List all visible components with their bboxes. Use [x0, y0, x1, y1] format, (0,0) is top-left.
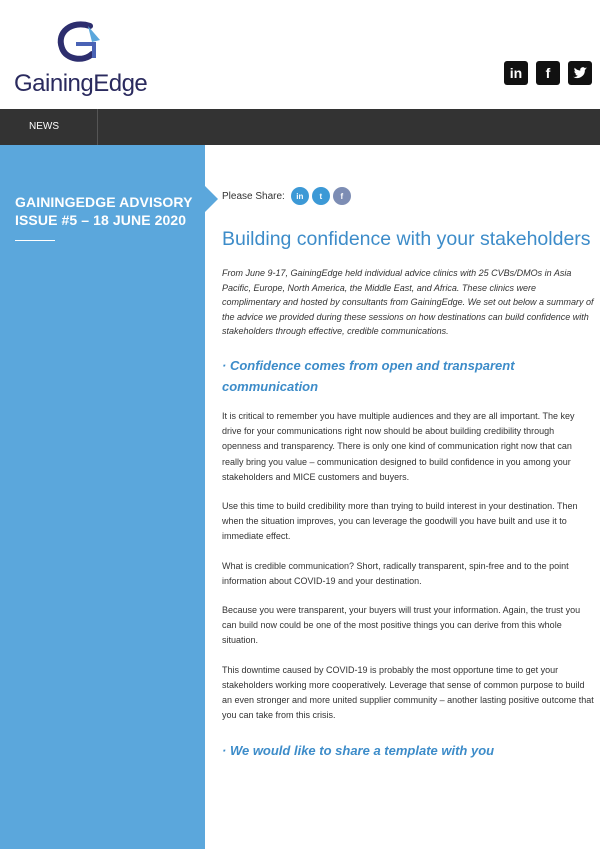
issue-divider — [15, 240, 55, 241]
article-intro: From June 9-17, GainingEdge held individual advice clinics with 25 CVBs/DMOs in Asia Pacific, Europe, North America, the Middle East, and Africa. These clinics were complimentary and hosted by consultants from GainingEdge. We set out below a summary of the advice we provided during these sessions on how destinations can build confidence with stakeholders through effective, credible communications. — [222, 268, 594, 337]
sidebar-pointer — [205, 186, 218, 212]
share-bar — [222, 185, 594, 207]
gainingedge-logo[interactable] — [14, 18, 148, 98]
paragraph: It is critical to remember you have multiple audiences and they are all important. The key drive for your communications right now should be about building credibility through openness and transparency. There is only one kind of communication right now that can really bring you value – communication designed to build confidence in you among your stakeholders and MICE customers and buyers. — [222, 410, 575, 482]
issue-title-line2: ISSUE #5 – 18 JUNE 2020 — [15, 212, 187, 228]
facebook-label: f — [545, 65, 551, 81]
paragraph: What is credible communication? Short, radically transparent, spin-free and to the point information about COVID-19 and your destination. — [222, 560, 569, 586]
share-facebook-label: f — [340, 191, 344, 201]
share-facebook-icon[interactable] — [333, 187, 351, 205]
top-nav — [0, 109, 600, 145]
nav-item-news[interactable]: NEWS — [29, 121, 59, 132]
paragraph: This downtime caused by COVID-19 is probably the most opportune time to get your stakeholders working more cooperatively. Leverage that sense of common purpose to build an even stronger and more united supplier community – another lasting positive outcome that you can take from this crisis. — [222, 664, 594, 721]
twitter-icon[interactable] — [568, 61, 592, 85]
subhead-confidence: · Confidence comes from open and transparent communication — [222, 357, 515, 394]
subhead-template: · We would like to share a template with you — [222, 743, 495, 759]
share-linkedin-label: in — [296, 191, 304, 201]
nav-divider — [97, 109, 98, 145]
social-links — [504, 61, 592, 85]
logo-swirl-icon — [50, 18, 110, 70]
twitter-bird-icon — [568, 61, 592, 85]
issue-title-line1: GAININGEDGE ADVISORY — [15, 194, 193, 210]
header — [0, 0, 600, 109]
article — [222, 185, 594, 761]
paragraph: Use this time to build credibility more than trying to build interest in your destination. Then when the situation improves, you can leverage the goodwill you have built and use it to immediate effect. — [222, 500, 578, 542]
share-twitter-icon[interactable] — [312, 187, 330, 205]
paragraph: Because you were transparent, your buyers will trust your information. Again, the trust you can build now could be one of the most positive things you can derive from this whole situation. — [222, 605, 581, 646]
share-twitter-label: t — [319, 191, 323, 201]
linkedin-label: in — [509, 65, 523, 81]
linkedin-icon[interactable] — [504, 61, 528, 85]
sidebar — [0, 145, 205, 849]
share-linkedin-icon[interactable] — [291, 187, 309, 205]
article-title: Building confidence with your stakeholders — [222, 228, 591, 250]
logo-text: GainingEdge — [14, 70, 148, 97]
facebook-icon[interactable] — [536, 61, 560, 85]
share-label: Please Share: — [222, 190, 285, 202]
issue-title — [15, 193, 200, 229]
